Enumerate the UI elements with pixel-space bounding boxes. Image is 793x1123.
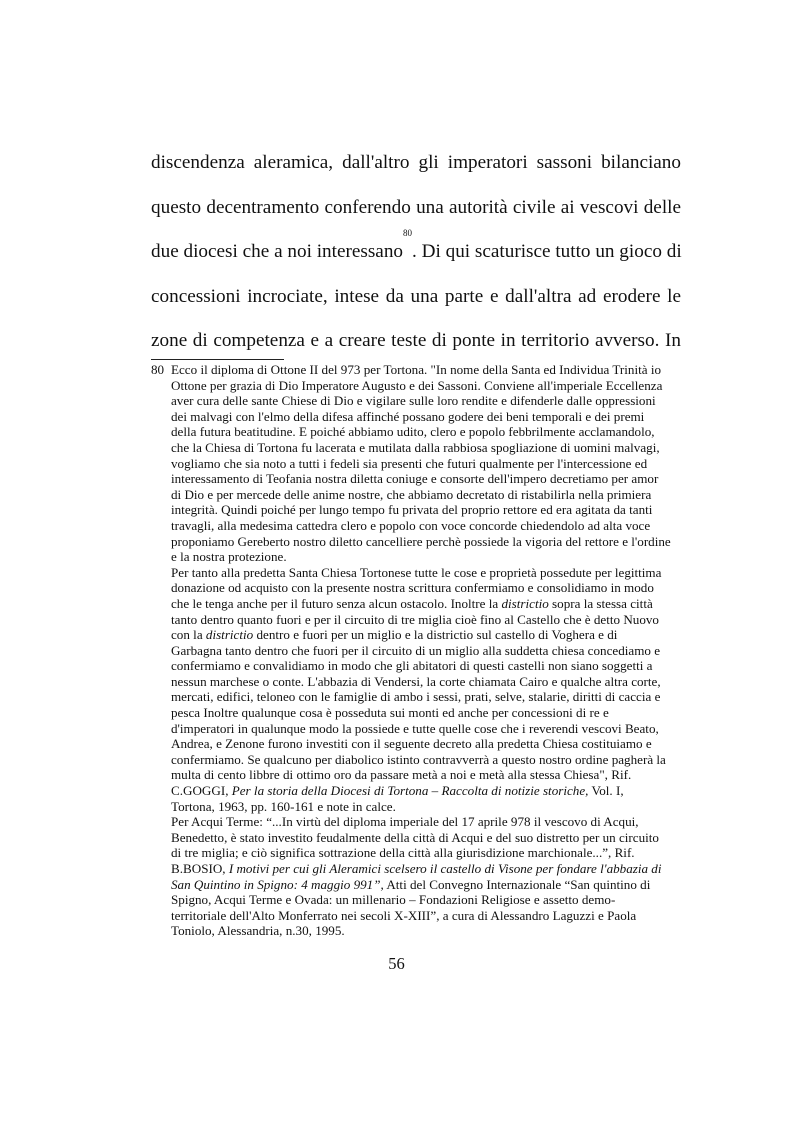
footnote-line (171, 627, 682, 643)
footnote-line: Tortona, 1963, pp. 160-161 e note in calce. (171, 798, 396, 814)
footnote-line (171, 861, 682, 877)
citation-source: Atti del Convegno Internazionale “San quintino di (383, 876, 651, 892)
footnote-line: di tre miglia; e ciò significa sottrazione della città alla giurisdizione marchionale...”, Rif. (171, 845, 635, 861)
footnote-line: vogliamo che sia noto a tutti i fedeli sia presenti che futuri qualmente per l'intercessione ed (171, 455, 648, 471)
footnote-reference[interactable]: 80 (403, 228, 413, 238)
footnote-line (171, 783, 682, 799)
footnote-line: Toniolo, Alessandria, n.30, 1995. (171, 923, 345, 939)
footnote-line: Garbagna tanto dentro che fuori per il circuito di un miglio alla suddetta chiesa concediamo e (171, 642, 661, 658)
body-line-3-text-after: . Di qui scaturisce tutto un gioco di (412, 241, 682, 262)
body-line-1: discendenza aleramica, dall'altro gli imperatori sassoni bilanciano (151, 152, 681, 173)
citation-title: Per la storia della Diocesi di Tortona – Raccolta di notizie storiche, (231, 783, 589, 799)
body-line-4: concessioni incrociate, intese da una parte e dall'altra ad erodere le (151, 285, 681, 307)
footnote-line: Ecco il diploma di Ottone II del 973 per Tortona. "In nome della Santa ed Individua Trinità io (171, 362, 662, 377)
footnote-paragraph-3 (171, 814, 682, 939)
footnote-line: nessun marchese o conte. L'abbazia di Vendersi, la corte chiamata Cairo e qualche altra corte, (171, 673, 661, 689)
body-line-2: questo decentramento conferendo una autorità civile ai vescovi delle (151, 196, 681, 218)
footnote-paragraph-2 (171, 565, 682, 815)
citation-title: I motivi per cui gli Aleramici scelsero il castello di Visone per fondare l'abbazia di (228, 861, 662, 876)
page-number: 56 (388, 954, 405, 973)
footnote-line: pesca Inoltre qualunque cosa è posseduta sui monti ed anche per concessioni di re e (171, 705, 609, 721)
footnote-line: integrità. Quindi poiché per lungo tempo fu privata del proprio rettore ed era agitata da tanti (171, 502, 653, 518)
footnote-italic-term: districtio (501, 595, 549, 611)
footnote-italic-term: districtio (205, 627, 254, 643)
footnote-line: Per Acqui Terme: “...In virtù del diploma imperiale del 17 aprile 978 il vescovo di Acqui, (171, 814, 639, 830)
footnote-line: aver cura delle sante Chiese di Dio e vigilare sulle loro rendite e difenderle dalle oppressioni (171, 393, 656, 409)
footnote-line: Spigno, Acqui Terme e Ovada: un millenario – Fondazioni Religiose e assetto demo- (171, 892, 616, 908)
footnote-line: tanto dentro quanto fuori e per il circuito di tre miglia cioè fino al Castello che è detto Nuovo (171, 611, 659, 627)
footnote-text: che le tenga anche per il futuro senza alcun ostacolo. Inoltre la (171, 595, 502, 611)
footnote-line: territoriale dell'Alto Monferrato nei secoli X-XIII”, a cura di Alessandro Laguzzi e Paola (171, 907, 637, 923)
footnote-line: che la Chiesa di Tortona fu lacerata e mutilata dalla rabbiosa spogliazione di uomini malvagi, (171, 439, 660, 455)
footnote-line: Ottone per grazia di Dio Imperatore Augusto e dei Sassoni. Conviene all'imperiale Eccellenza (171, 377, 663, 393)
footnote-line: Per tanto alla predetta Santa Chiesa Tortonese tutte le cose e proprietà possedute per legittima (171, 564, 662, 580)
footnote-paragraph-1 (171, 362, 682, 565)
footnote-line: donazione od acquisto con la presente nostra scrittura confermiamo e consolidiamo in modo (171, 580, 654, 596)
footnote-line: travagli, alla medesima cattedra clero e popolo con voce concorde chiedendolo ad alta voce (171, 517, 651, 533)
footnote-separator (151, 359, 284, 360)
footnote-line: e la nostra protezione. (171, 549, 287, 565)
footnote-line: della futura beatitudine. E poiché abbiamo udito, clero e popolo febbrilmente acclamandolo, (171, 424, 655, 440)
footnote-line: confermiamo e convalidiamo in modo che gli abitatori di questi castelli non siano soggetti a (171, 658, 653, 674)
footnote-line (171, 877, 682, 893)
footnote-line: mercati, edifici, teloneo con le famiglie di ambo i sessi, prati, selve, stalarie, diritti di caccia e (171, 689, 661, 705)
citation-volume: Vol. I, (588, 783, 624, 799)
footnote-line: interessamento di Teofania nostra diletta coniuge e consorte dell'impero decretiamo per amor (171, 471, 659, 487)
citation-author: B.BOSIO, (171, 861, 229, 876)
footnote-line: dei malvagi con l'elmo della difesa affinché possano godere dei beni temporali e dei premi (171, 408, 645, 424)
body-line-3-text: due diocesi che a noi interessano (151, 241, 404, 262)
citation-title: San Quintino in Spigno: 4 maggio 991”, (171, 876, 384, 892)
footnote-line (171, 596, 682, 612)
body-line-3 (151, 230, 681, 275)
footnote-line: Andrea, e Zenone furono investiti con il seguente decreto alla predetta Chiesa costituiamo e (171, 736, 652, 752)
footnote-text: sopra la stessa città (548, 595, 653, 611)
footnote-text: con la (171, 627, 206, 643)
main-text (151, 141, 681, 364)
footnote-line: proponiamo Gereberto nostro diletto cancelliere perchè possiede la vigoria del rettore e l'ordine (171, 533, 671, 549)
footnote-line: multa di cento libbre di ottimo oro da passare metà a noi e metà alla stessa Chiesa", Rif. (171, 767, 632, 783)
footnote-line: d'imperatori in qualunque modo la possiede e tutte quelle cose che i reverendi vescovi Beato, (171, 720, 659, 736)
footnote (151, 362, 682, 939)
citation-author: C.GOGGI, (171, 783, 232, 799)
body-line-5: zone di competenza e a creare teste di ponte in territorio avverso. In (151, 330, 681, 351)
footnote-text: dentro e fuori per un miglio e la districtio sul castello di Voghera e di (253, 627, 618, 643)
footnote-line: Benedetto, è stato investito feudalmente della città di Acqui e del suo distretto per un circuito (171, 829, 659, 845)
footnote-line: confermiamo. Se qualcuno per diabolico istinto contravverrà a questo nostro ordine pagherà la (171, 751, 666, 767)
footnote-line: di Dio e per mercede delle anime nostre, che abbiamo decretato di ristabilirla nella primiera (171, 486, 652, 502)
footnote-number: 80 (151, 362, 165, 377)
